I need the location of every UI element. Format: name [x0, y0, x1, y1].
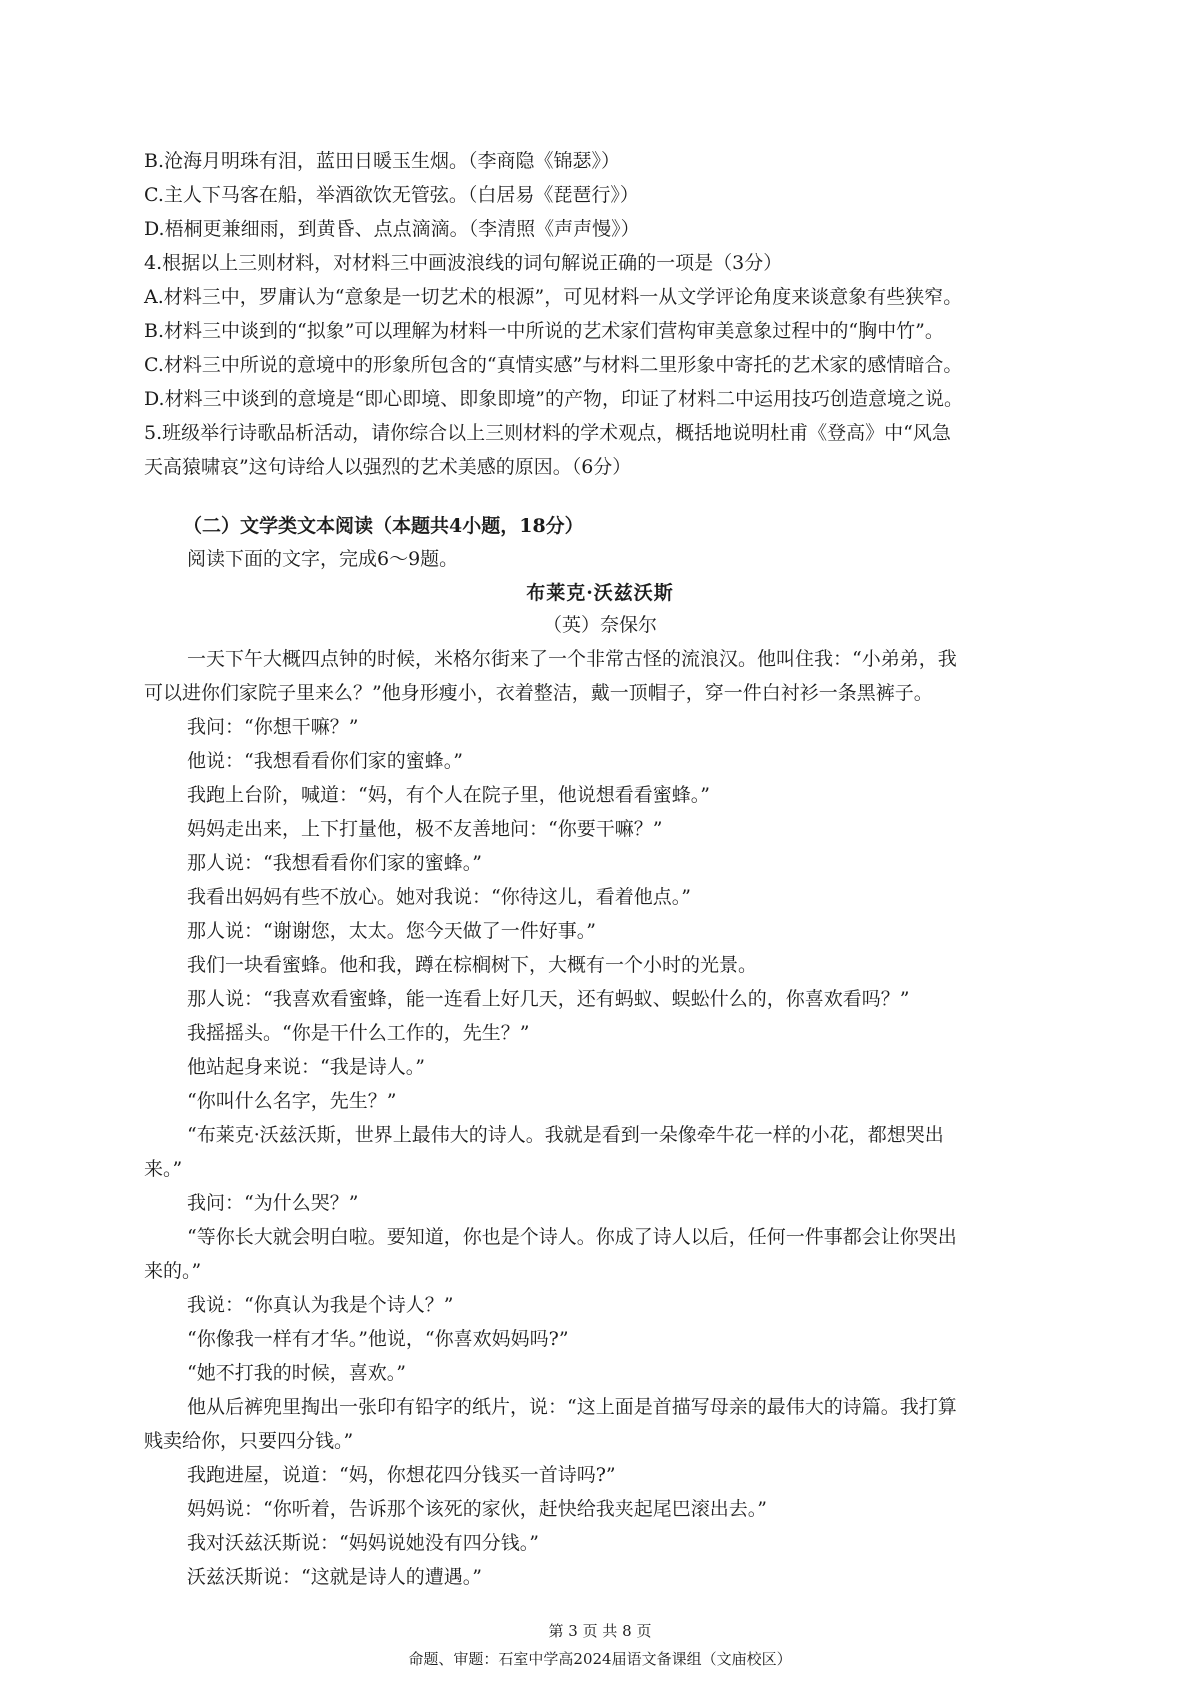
footer-note: 命题、审题：石室中学高2024届语文备课组（文庙校区） — [408, 1650, 792, 1668]
story-line: 妈妈走出来，上下打量他，极不友善地问：“你要干嘛？” — [187, 818, 663, 840]
story-line: 来。” — [144, 1158, 183, 1180]
question-4-option-c: C.材料三中所说的意境中的形象所包含的“真情实感”与材料二里形象中寄托的艺术家的感情暗合。 — [144, 354, 963, 376]
story-line: 沃兹沃斯说：“这就是诗人的遭遇。” — [187, 1566, 482, 1588]
option-d: D.梧桐更兼细雨，到黄昏、点点滴滴。（李清照《声声慢》） — [144, 218, 640, 240]
question-4-option-a: A.材料三中，罗庸认为“意象是一切艺术的根源”，可见材料一从文学评论角度来谈意象有些狭窄。 — [144, 286, 963, 308]
question-5-line-2: 天高猿啸哀”这句诗给人以强烈的艺术美感的原因。（6分） — [144, 456, 632, 478]
story-line: 妈妈说：“你听着，告诉那个该死的家伙，赶快给我夹起尾巴滚出去。” — [187, 1498, 767, 1520]
story-line: 我问：“你想干嘛？” — [187, 716, 359, 738]
story-line: 我问：“为什么哭？” — [187, 1192, 359, 1214]
question-5-line-1: 5.班级举行诗歌品析活动，请你综合以上三则材料的学术观点，概括地说明杜甫《登高》中“风急 — [144, 422, 951, 444]
story-line: “布莱克·沃兹沃斯，世界上最伟大的诗人。我就是看到一朵像牵牛花一样的小花，都想哭出 — [187, 1124, 944, 1146]
story-line: “你像我一样有才华。”他说，“你喜欢妈妈吗?” — [187, 1328, 569, 1350]
option-b: B.沧海月明珠有泪，蓝田日暖玉生烟。（李商隐《锦瑟》） — [144, 150, 621, 172]
story-line: 来的。” — [144, 1260, 202, 1282]
story-line: 那人说：“谢谢您，太太。您今天做了一件好事。” — [187, 920, 596, 942]
story-title: 布莱克·沃兹沃斯 — [526, 582, 674, 604]
story-line: 我说：“你真认为我是个诗人？” — [187, 1294, 454, 1316]
story-line: 我们一块看蜜蜂。他和我，蹲在棕榈树下，大概有一个小时的光景。 — [187, 954, 758, 976]
story-line: 他从后裤兜里掏出一张印有铅字的纸片，说：“这上面是首描写母亲的最伟大的诗篇。我打算 — [187, 1396, 957, 1418]
story-line: 那人说：“我喜欢看蜜蜂，能一连看上好几天，还有蚂蚁、蜈蚣什么的，你喜欢看吗？” — [187, 988, 910, 1010]
story-line: 我跑进屋，说道：“妈，你想花四分钱买一首诗吗?” — [187, 1464, 616, 1486]
question-4-stem: 4.根据以上三则材料，对材料三中画波浪线的词句解说正确的一项是（3分） — [144, 252, 783, 274]
option-c: C.主人下马客在船，举酒欲饮无管弦。（白居易《琵琶行》） — [144, 184, 639, 206]
story-line: 我看出妈妈有些不放心。她对我说：“你待这儿，看着他点。” — [187, 886, 691, 908]
story-line: 那人说：“我想看看你们家的蜜蜂。” — [187, 852, 482, 874]
story-line: 我跑上台阶，喊道：“妈，有个人在院子里，他说想看看蜜蜂。” — [187, 784, 710, 806]
page-number: 第 3 页 共 8 页 — [548, 1622, 652, 1640]
story-line: 他站起身来说：“我是诗人。” — [187, 1056, 425, 1078]
story-line: “你叫什么名字，先生？” — [187, 1090, 397, 1112]
story-line: 一天下午大概四点钟的时候，米格尔街来了一个非常古怪的流浪汉。他叫住我：“小弟弟，我 — [187, 648, 957, 670]
question-4-option-d: D.材料三中谈到的意境是“即心即境、即象即境”的产物，印证了材料二中运用技巧创造意境之说。 — [144, 388, 964, 410]
story-line: 他说：“我想看看你们家的蜜蜂。” — [187, 750, 463, 772]
story-author: （英）奈保尔 — [542, 614, 657, 636]
story-line: “等你长大就会明白啦。要知道，你也是个诗人。你成了诗人以后，任何一件事都会让你哭出 — [187, 1226, 957, 1248]
section-heading: （二）文学类文本阅读（本题共4小题，18分） — [183, 515, 584, 537]
section-instruction: 阅读下面的文字，完成6～9题。 — [187, 548, 459, 570]
question-4-option-b: B.材料三中谈到的“拟象”可以理解为材料一中所说的艺术家们营构审美意象过程中的“胸中竹”。 — [144, 320, 944, 342]
story-line: 我摇摇头。“你是干什么工作的，先生？” — [187, 1022, 530, 1044]
story-line: “她不打我的时候，喜欢。” — [187, 1362, 406, 1384]
story-line: 我对沃兹沃斯说：“妈妈说她没有四分钱。” — [187, 1532, 539, 1554]
story-line: 可以进你们家院子里来么？”他身形瘦小，衣着整洁，戴一顶帽子，穿一件白衬衫一条黑裤子。 — [144, 682, 933, 704]
story-line: 贱卖给你，只要四分钱。” — [144, 1430, 354, 1452]
